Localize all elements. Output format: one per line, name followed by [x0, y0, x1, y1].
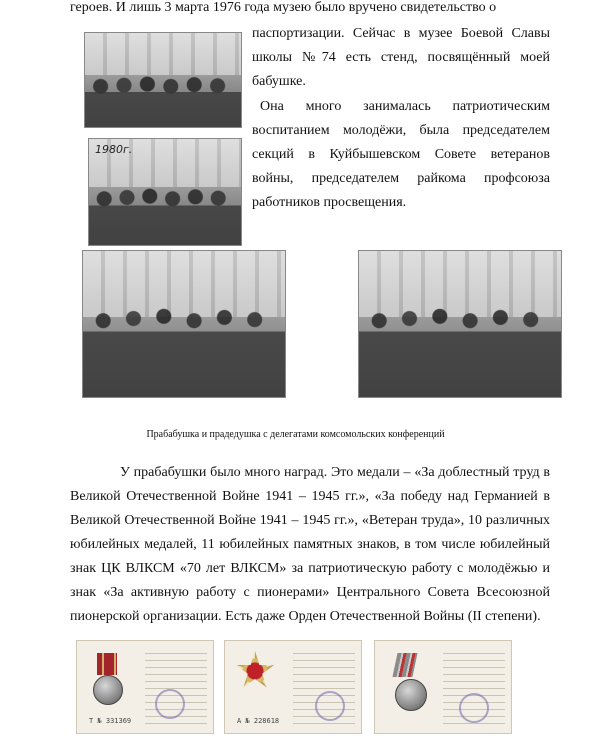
photo-caption: Прабабушка и прадедушка с делегатами комсомольских конференций: [146, 429, 445, 440]
award-certificate-1: [76, 640, 214, 734]
medal-icon: [93, 675, 123, 705]
paragraph-patriotic-work: Она много занималась патриотическим воспитанием молодёжи, была председателем секций в Куйбышевском Совете ветеранов войны, председателем райкома профсоюза работников просвещения.: [252, 99, 550, 210]
document-number: Т № 331369: [89, 717, 132, 725]
photo-delegates-left: [82, 250, 286, 398]
photo-handwriting: 1980г.: [95, 143, 133, 156]
text-line-top: героев. И лишь 3 марта 1976 года музею было вручено свидетельство о: [70, 0, 497, 15]
medal-icon: [395, 679, 427, 711]
order-star-icon: [235, 651, 275, 691]
photo-1980-parade: [88, 138, 242, 246]
document-number: А № 228618: [237, 717, 280, 725]
paragraph-passportization: паспортизации. Сейчас в музее Боевой Славы школы №74 есть стенд, посвящённый моей бабушке.: [252, 26, 550, 89]
paragraph-awards: У прабабушки было много наград. Это медали – «За доблестный труд в Великой Отечественной Войне 1941 – 1945 гг.», «За победу над Германией в Великой Отечественной Войне 1941 – 1945 гг.», «Ветеран труда», 10 различных юбилейных медалей, 11 юбилейных памятных знаков, в том числе юбилейный знак ЦК ВЛКСМ «70 лет ВЛКСМ» за патриотическую работу с молодёжью и знак «За активную работу с пионерами» Центрального Совета Всесоюзной пионерской организации. Есть даже Орден Отечественной Войны (II степени).: [70, 465, 550, 624]
photo-delegates-right: [358, 250, 562, 398]
award-certificate-3: [374, 640, 512, 734]
photo-museum-visit: [84, 32, 242, 128]
award-certificate-2: [224, 640, 362, 734]
